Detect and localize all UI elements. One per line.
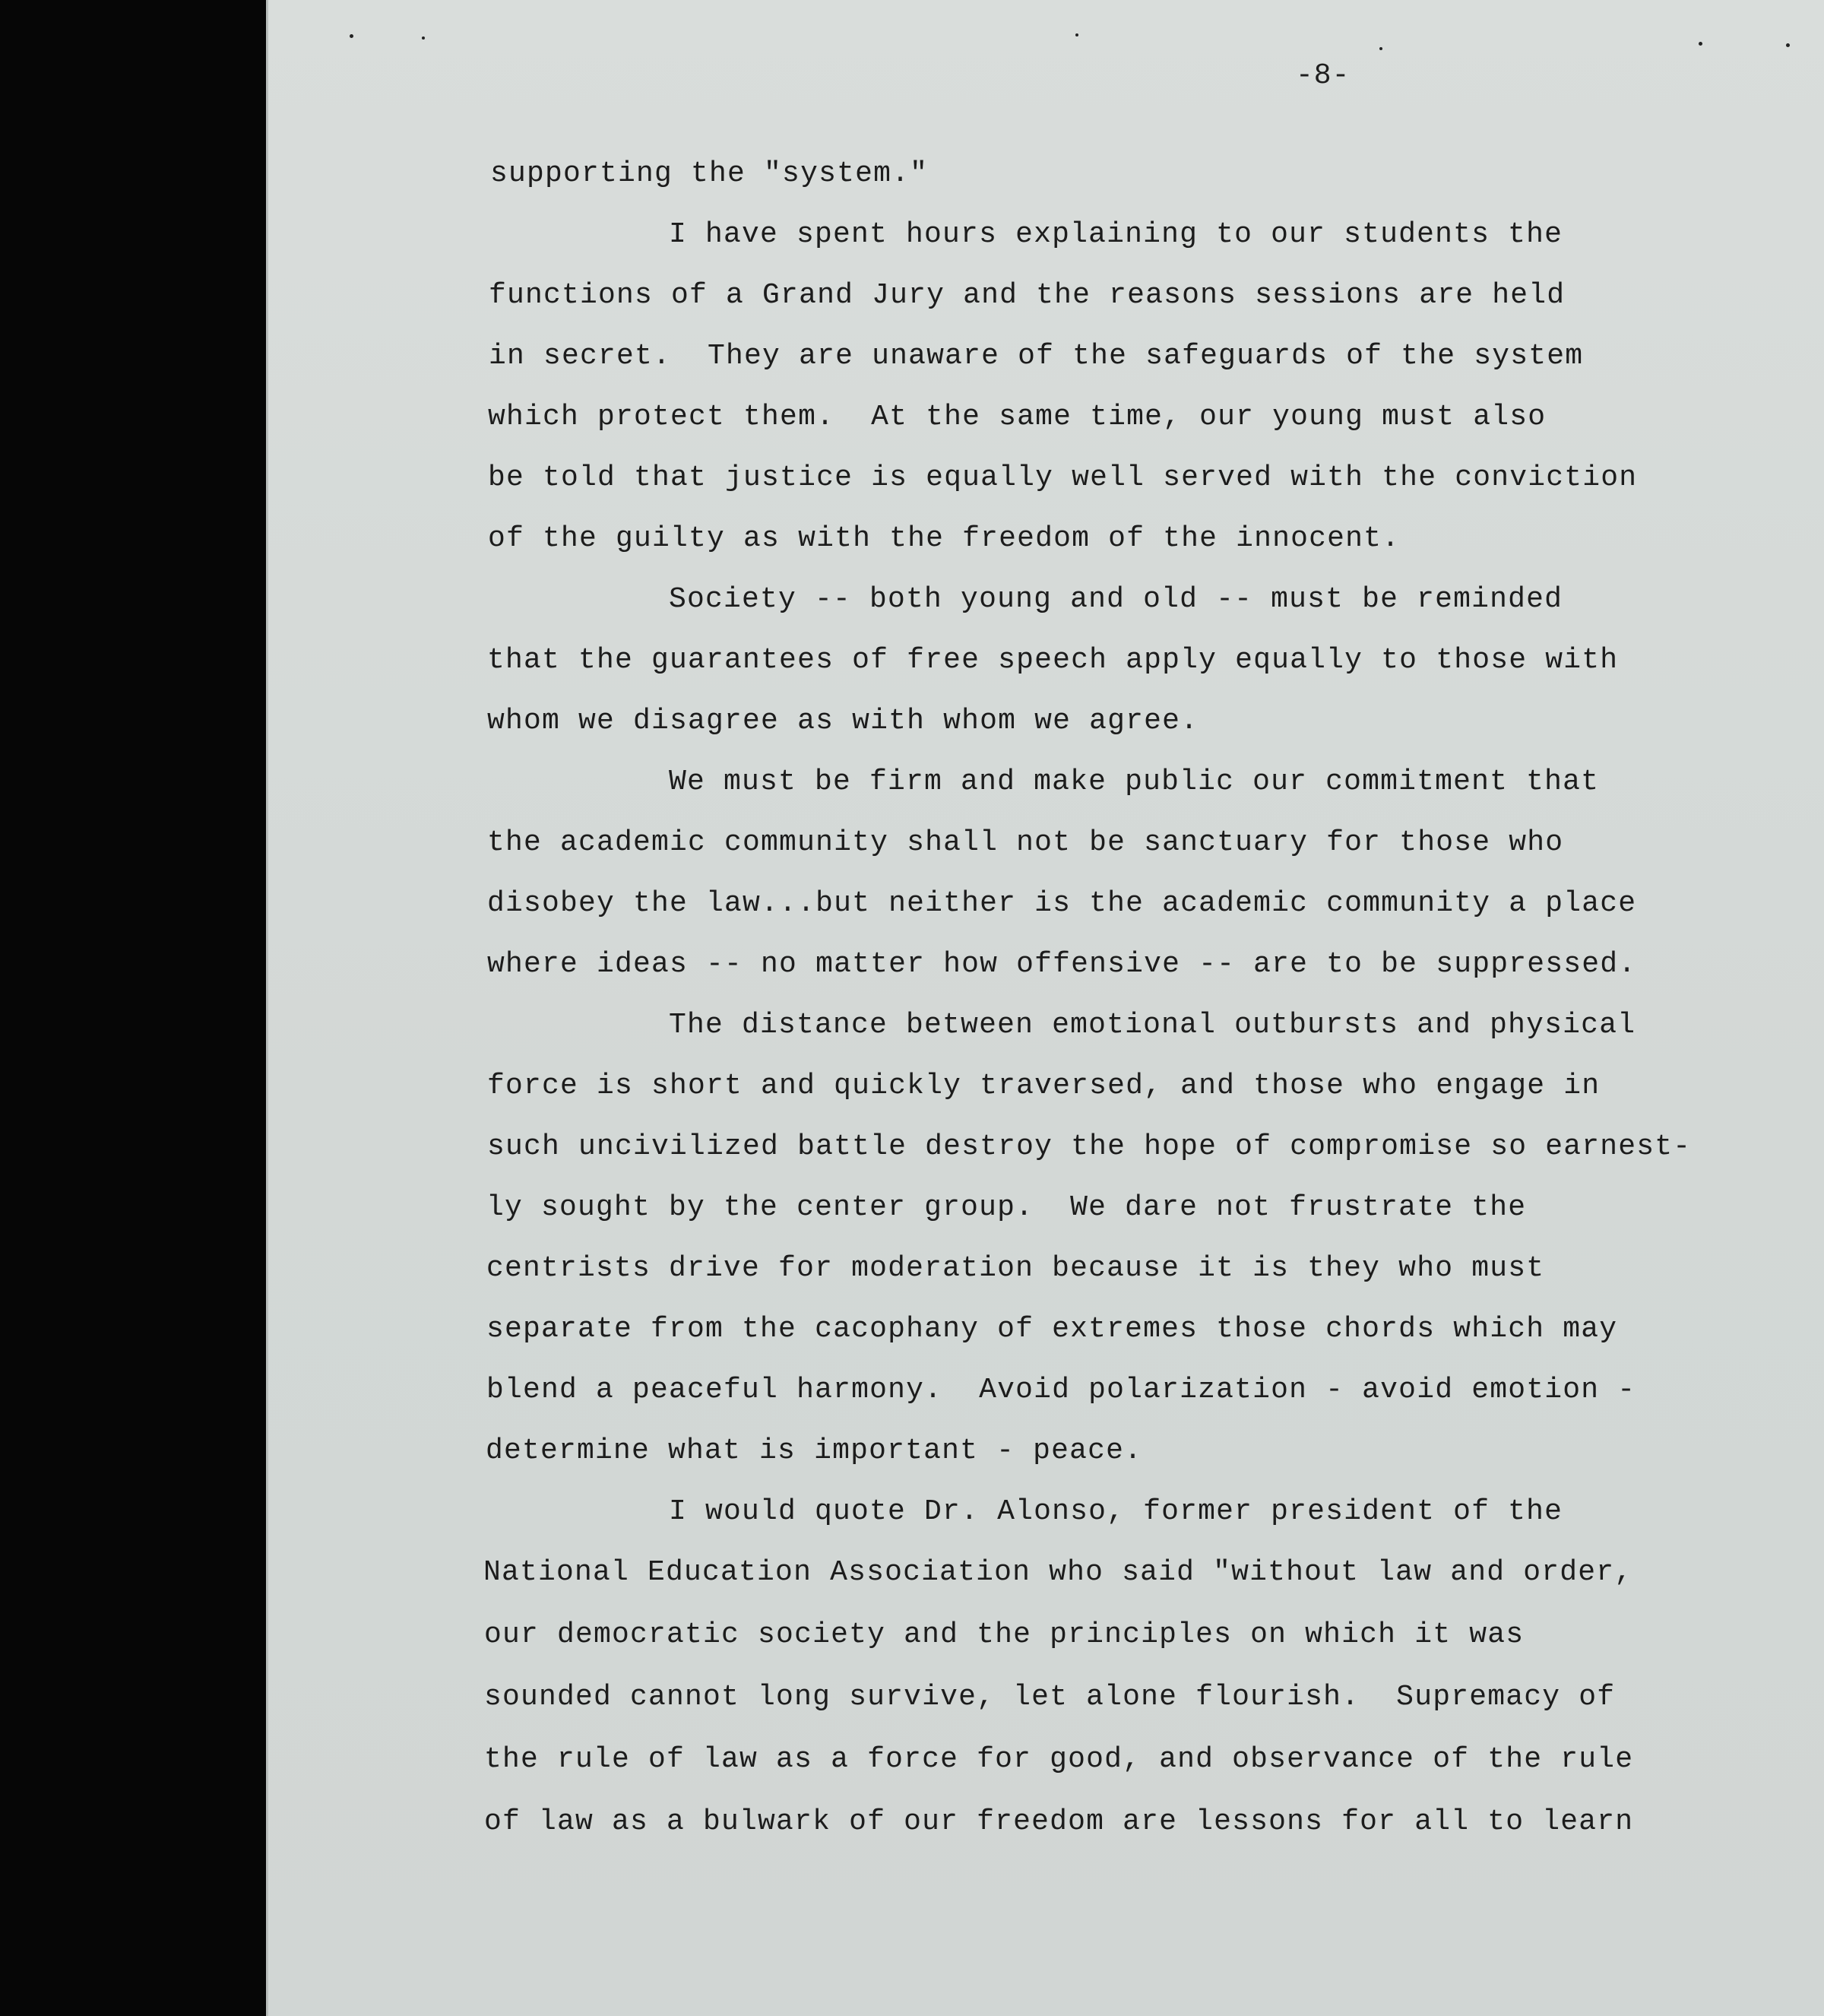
text-line: our democratic society and the principles on which it was <box>484 1618 1525 1651</box>
text-line: the rule of law as a force for good, and observance of the rule <box>484 1743 1634 1776</box>
text-line: sounded cannot long survive, let alone flourish. Supremacy of <box>484 1681 1616 1713</box>
paper-speck <box>422 36 425 40</box>
text-line: supporting the "system." <box>490 157 929 190</box>
paper-speck <box>1699 42 1702 46</box>
text-line: The distance between emotional outbursts and physical <box>669 1009 1636 1041</box>
text-line: functions of a Grand Jury and the reasons sessions are held <box>489 279 1566 312</box>
text-line: which protect them. At the same time, our young must also <box>488 401 1547 433</box>
text-line: We must be firm and make public our commitment that <box>669 766 1600 798</box>
text-line: of the guilty as with the freedom of the innocent. <box>488 522 1401 555</box>
text-line: of law as a bulwark of our freedom are lessons for all to learn <box>484 1805 1634 1838</box>
text-line: the academic community shall not be sanctuary for those who <box>487 826 1564 859</box>
text-line: Society -- both young and old -- must be reminded <box>669 583 1563 616</box>
text-line: in secret. They are unaware of the safeguards of the system <box>489 340 1584 372</box>
paper-speck <box>1075 33 1078 36</box>
typewritten-page <box>266 0 1824 2016</box>
text-line: force is short and quickly traversed, and those who engage in <box>487 1070 1601 1102</box>
text-line: determine what is important - peace. <box>486 1434 1143 1467</box>
text-line: where ideas -- no matter how offensive -- are to be suppressed. <box>487 948 1637 981</box>
text-line: disobey the law...but neither is the academic community a place <box>487 887 1637 920</box>
paper-speck <box>350 34 353 38</box>
text-line: I would quote Dr. Alonso, former president of the <box>669 1495 1563 1528</box>
text-line: blend a peaceful harmony. Avoid polarization - avoid emotion - <box>486 1374 1636 1406</box>
paper-speck <box>1786 43 1790 47</box>
paper-speck <box>1379 47 1382 50</box>
text-line: centrists drive for moderation because it is they who must <box>486 1252 1545 1285</box>
text-line: such uncivilized battle destroy the hope of compromise so earnest- <box>487 1130 1692 1163</box>
text-line: National Education Association who said "without law and order, <box>483 1556 1633 1589</box>
text-line: that the guarantees of free speech apply equally to those with <box>487 644 1619 677</box>
text-line: ly sought by the center group. We dare not frustrate the <box>486 1191 1527 1224</box>
text-line: I have spent hours explaining to our students the <box>669 218 1563 251</box>
text-line: whom we disagree as with whom we agree. <box>487 705 1199 737</box>
text-line: be told that justice is equally well served with the conviction <box>488 461 1638 494</box>
text-line: separate from the cacophany of extremes those chords which may <box>486 1313 1618 1346</box>
page-number: -8- <box>1296 59 1351 92</box>
